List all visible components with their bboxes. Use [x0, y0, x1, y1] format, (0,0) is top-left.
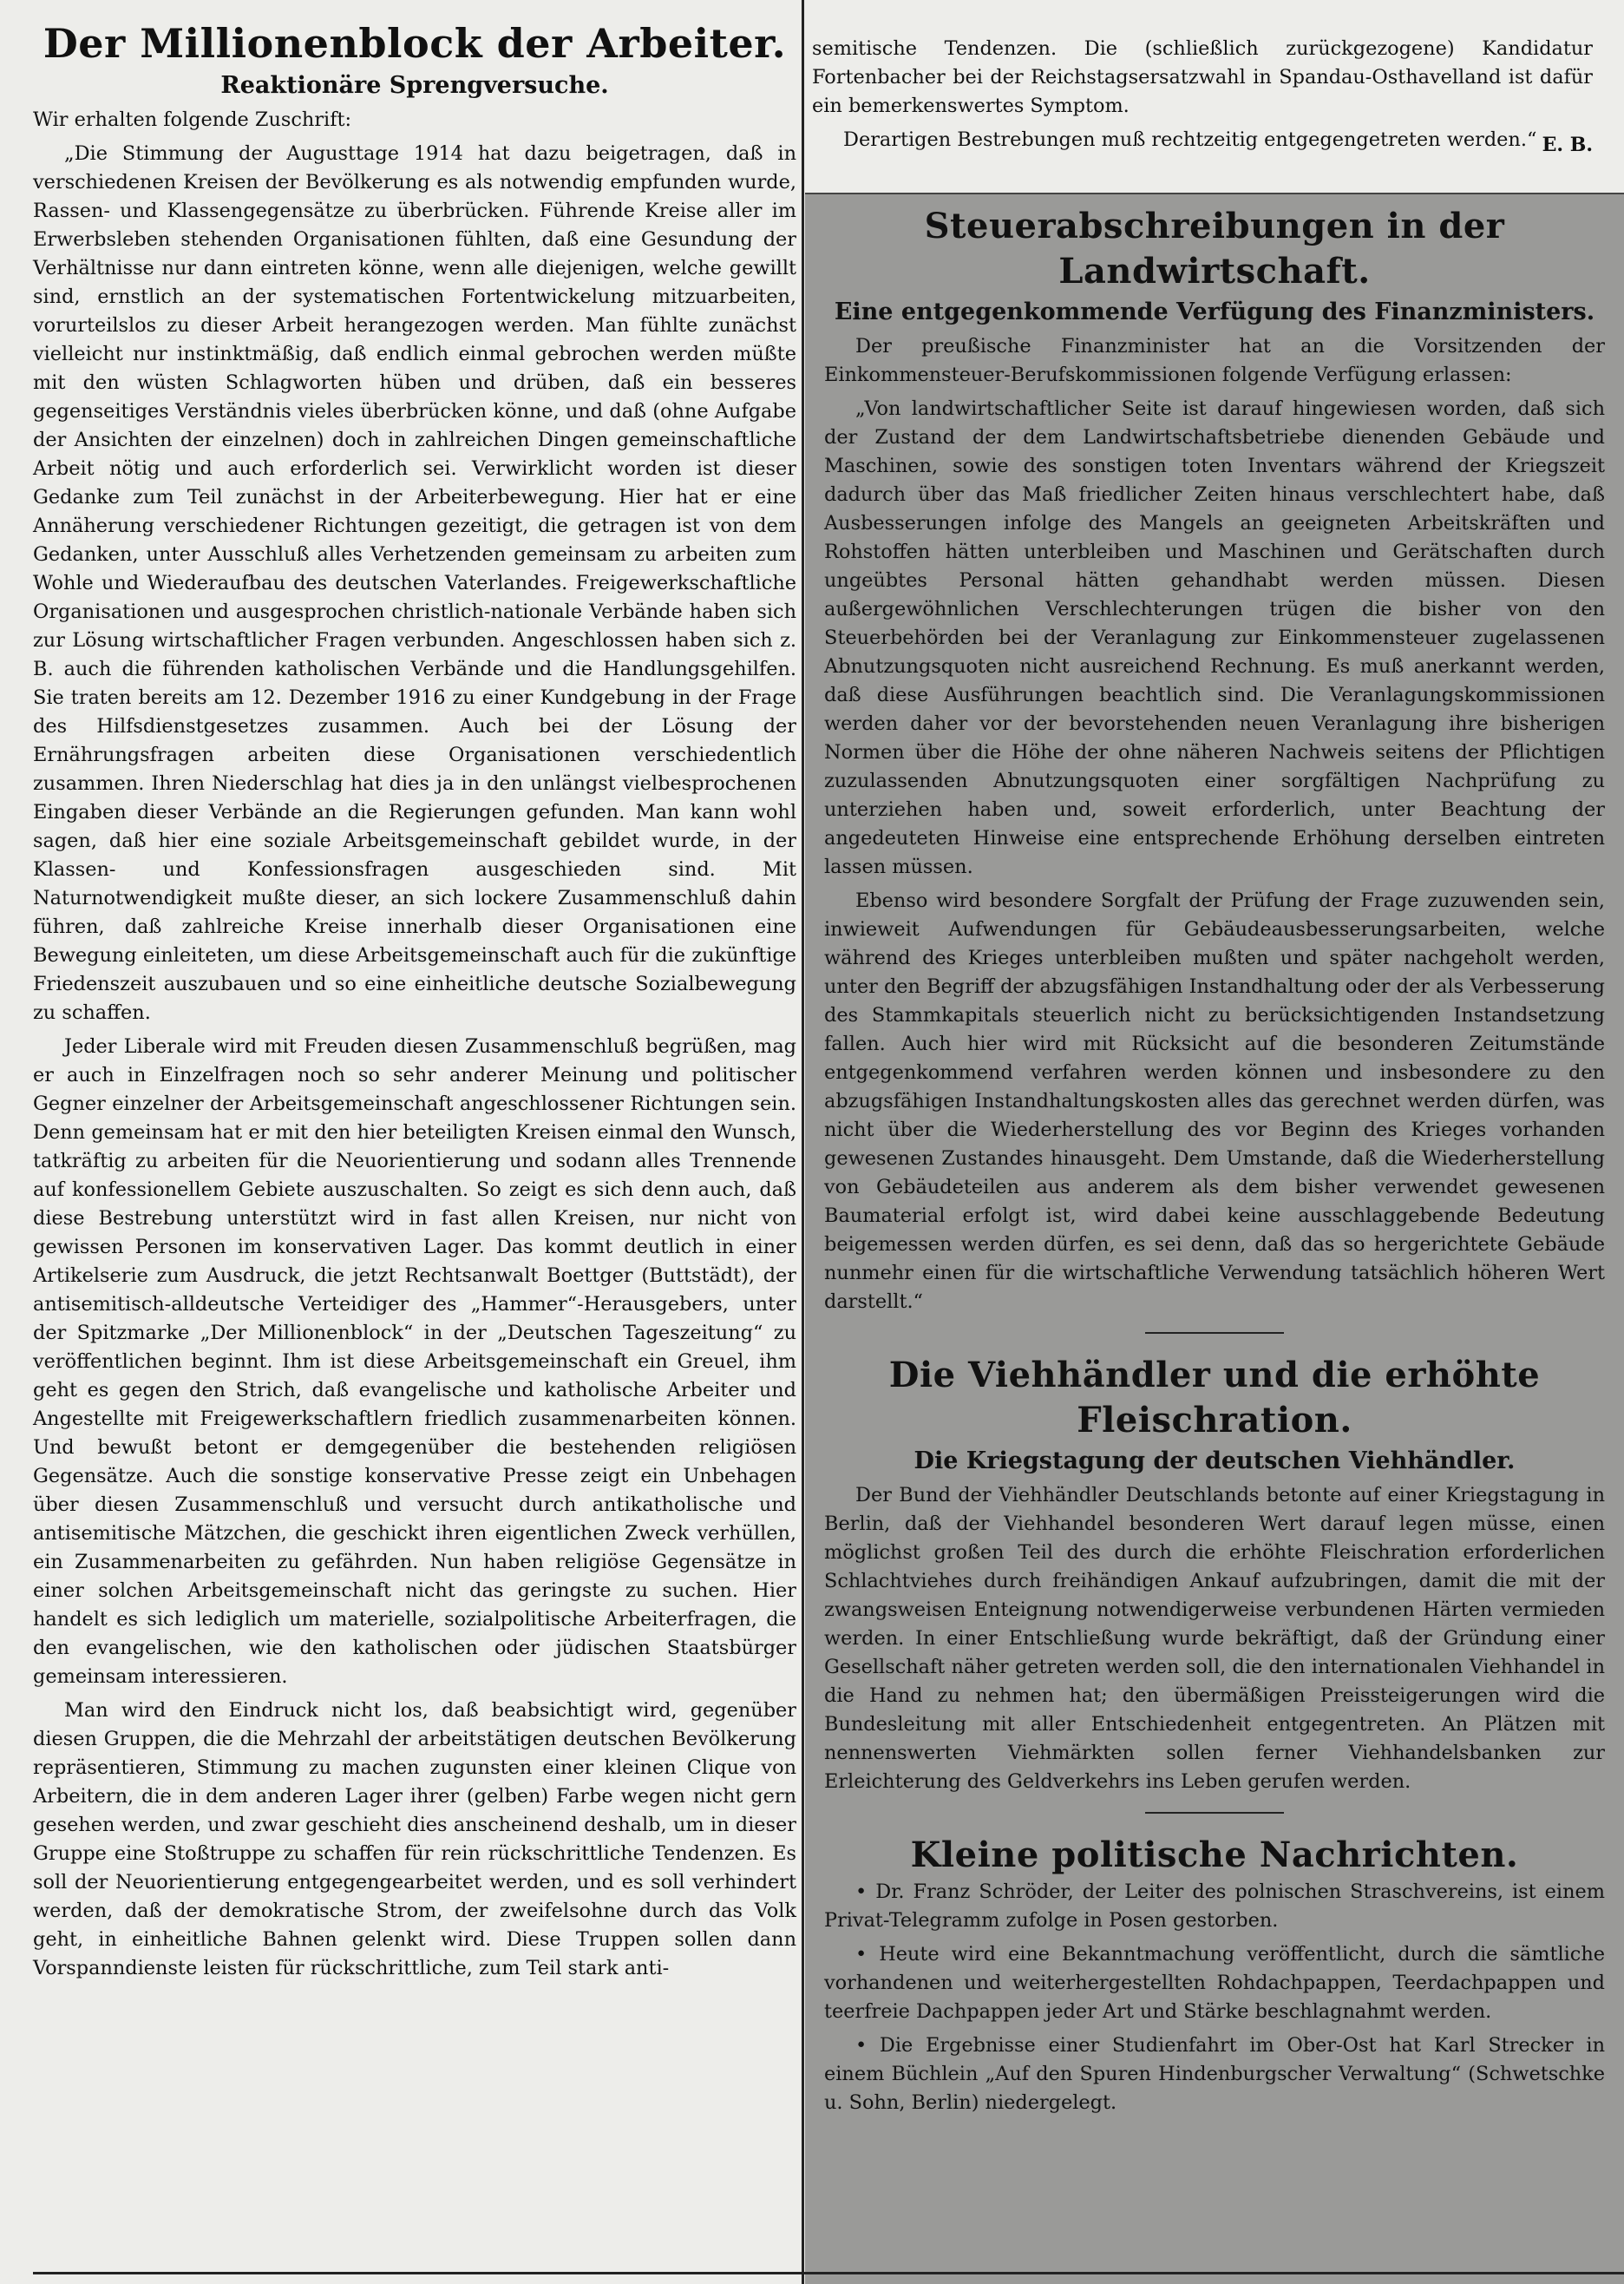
- continuation-block: [812, 35, 1593, 160]
- article-intro: Wir erhalten folgende Zuschrift:: [33, 108, 352, 131]
- left-column: [33, 19, 796, 1988]
- continuation-paragraph: Derartigen Bestrebungen muß rechtzeitig entgegengetreten werden.“: [843, 128, 1537, 151]
- bottom-rule: [33, 2272, 1624, 2274]
- panel-top-rule: [805, 193, 1624, 194]
- column-divider: [802, 0, 804, 2284]
- news-item: • Die Ergebnisse einer Studienfahrt im Ober-Ost hat Karl Strecker in einem Büchlein „Auf den Spuren Hindenburgscher Verwaltung“ (Schwetschke u. Sohn, Berlin) niedergelegt.: [824, 2034, 1605, 2114]
- article-paragraph: Jeder Liberale wird mit Freuden diesen Zusammenschluß begrüßen, mag er auch in Einzelfragen noch so sehr anderer Meinung und politischer Gegner einzelner der Arbeitsgemeinschaft angeschlossener Richtungen sein. Denn gemeinsam hat er mit den hier beteiligten Kreisen einmal den Wunsch, tatkräftig zu arbeiten für die Neuorientierung und sodann alles Trennende auf konfessionellem Gebiete auszuschalten. So zeigt es sich denn auch, daß diese Bestrebung unterstützt wird in fast allen Kreisen, nur nicht von gewissen Personen im konservativen Lager. Das kommt deutlich in einer Artikelserie zum Ausdruck, die jetzt Rechtsanwalt Boettger (Buttstädt), der antisemitisch-alldeutsche Verteidiger des „Hammer“-Herausgebers, unter der Spitzmarke „Der Millionenblock“ in der „Deutschen Tageszeitung“ zu veröffentlichen beginnt. Ihm ist diese Arbeitsgemeinschaft ein Greuel, ihm geht es gegen den Strich, daß evangelische und katholische Arbeiter und Angestellte mit Freigewerkschaftlern friedlich zusammenarbeiten können. Und bewußt betont er demgegenüber die bestehenden religiösen Gegensätze. Auch die sonstige konservative Presse zeigt ein Unbehagen über diesen Zusammenschluß und versucht durch antikatholische und antisemitische Mätzchen, die geschickt ihren eigentlichen Zweck verhüllen, ein Zusammenarbeiten zu gefährden. Nun haben religiöse Gegensätze in einer solchen Arbeitsgemeinschaft nicht das geringste zu suchen. Hier handelt es sich lediglich um materielle, sozialpolitische Arbeiterfragen, die den evangelischen, wie den katholischen oder jüdischen Staatsbürger gemeinsam interessieren.: [33, 1035, 796, 1688]
- section-separator: [1145, 1812, 1284, 1814]
- news-item: • Heute wird eine Bekanntmachung veröffentlicht, durch die sämtliche vorhandenen und weiterhergestellten Rohdachpappen, Teerdachpappen und teerfreie Dachpappen jeder Art und Stärke beschlagnahmt werden.: [824, 1943, 1605, 2023]
- article-subhead: Reaktionäre Sprengversuche.: [220, 72, 609, 99]
- article-paragraph: Man wird den Eindruck nicht los, daß beabsichtigt wird, gegenüber diesen Gruppen, die die Mehrzahl der arbeitstätigen deutschen Bevölkerung repräsentieren, Stimmung zu machen zugunsten einer kleinen Clique von Arbeitern, die in dem anderen Lager ihrer (gelben) Farbe wegen nicht gern gesehen werden, und zwar geschieht dies anscheinend deshalb, um in dieser Gruppe eine Stoßtruppe zu schaffen für rein rückschrittliche Tendenzen. Es soll der Neuorientierung entgegengearbeitet werden, und es soll verhindert werden, daß der demokratische Strom, der zweifelsohne durch das Volk geht, in einheitliche Bahnen gelenkt wird. Diese Truppen sollen dann Vorspanndienste leisten für rückschrittliche, zum Teil stark anti-: [33, 1699, 796, 1979]
- steuer-paragraph: Der preußische Finanzminister hat an die Vorsitzenden der Einkommensteuer-Berufskommissionen folgende Verfügung erlassen:: [824, 335, 1605, 386]
- signature: E. B.: [1542, 134, 1593, 156]
- news-item: • Dr. Franz Schröder, der Leiter des polnischen Straschvereins, ist einem Privat-Telegramm zufolge in Posen gestorben.: [824, 1880, 1605, 1932]
- vieh-headline: Die Viehhändler und die erhöhte Fleischration.: [888, 1355, 1541, 1441]
- kleine-headline: Kleine politische Nachrichten.: [910, 1834, 1519, 1875]
- vieh-subhead: Die Kriegstagung der deutschen Viehhändler.: [914, 1447, 1516, 1474]
- steuer-headline: Steuerabschreibungen in der Landwirtschaft.: [924, 206, 1505, 292]
- steuer-paragraph: „Von landwirtschaftlicher Seite ist darauf hingewiesen worden, daß sich der Zustand der dem Landwirtschaftsbetriebe dienenden Gebäude und Maschinen, sowie des sonstigen toten Inventars während der Kriegszeit dadurch über das Maß friedlicher Zeiten hinaus verschlechtert habe, daß Ausbesserungen infolge des Mangels an geeigneten Arbeitskräften und Rohstoffen hätten unterbleiben und Maschinen und Gerätschaften durch ungeübtes Personal hätten gehandhabt werden müssen. Diesen außergewöhnlichen Verschlechterungen trügen die bisher von den Steuerbehörden bei der Veranlagung zur Einkommensteuer zugelassenen Abnutzungsquoten nicht ausreichend Rechnung. Es muß anerkannt werden, daß diese Ausführungen beachtlich sind. Die Veranlagungskommissionen werden daher vor der bevorstehenden neuen Veranlagung ihre bisherigen Normen über die Höhe der ohne näheren Nachweis seitens der Pflichtigen zuzulassenden Abnutzungsquoten einer sorgfältigen Nachprüfung zu unterziehen haben und, soweit erforderlich, unter Beachtung der angedeuteten Hinweise eine entsprechende Erhöhung derselben eintreten lassen müssen.: [824, 397, 1605, 878]
- section-separator: [1145, 1332, 1284, 1334]
- steuer-subhead: Eine entgegenkommende Verfügung des Finanzministers.: [834, 299, 1595, 325]
- article-headline: Der Millionenblock der Arbeiter.: [43, 20, 787, 67]
- steuer-paragraph: Ebenso wird besondere Sorgfalt der Prüfung der Frage zuzuwenden sein, inwieweit Aufwendungen für Gebäudeausbesserungsarbeiten, welche während des Krieges unterbleiben mußten und später nachgeholt werden, unter den Begriff der abzugsfähigen Instandhaltung oder der als Verbesserung des Stammkapitals steuerlich nicht zu berücksichtigenden Instandsetzung fallen. Auch hier wird mit Rücksicht auf die besonderen Zeitumstände entgegenkommend verfahren werden können und insbesondere zu den abzugsfähigen Instandhaltungskosten alles das gerechnet werden dürfen, was nicht über die Wiederherstellung des vor Beginn des Krieges vorhanden gewesenen Zustandes hinausgeht. Dem Umstande, daß die Wiederherstellung von Gebäudeteilen aus anderem als dem bisher verwendet gewesenen Baumaterial erfolgt ist, wird dabei keine ausschlaggebende Bedeutung beigemessen werden dürfen, es sei denn, daß das so hergerichtete Gebäude nunmehr einen für die wirtschaftliche Verwendung tatsächlich höheren Wert darstellt.“: [824, 889, 1605, 1313]
- right-column: [824, 204, 1605, 2123]
- vieh-paragraph: Der Bund der Viehhändler Deutschlands betonte auf einer Kriegstagung in Berlin, daß der Viehhandel besonderen Wert darauf legen müsse, einen möglichst großen Teil des durch die erhöhte Fleischration erforderlichen Schlachtviehes durch freihändigen Ankauf aufzubringen, damit die mit der zwangsweisen Enteignung notwendigerweise verbundenen Härten vermieden werden. In einer Entschließung wurde bekräftigt, daß der Gründung einer Gesellschaft näher getreten werden soll, die den internationalen Viehhandel in die Hand zu nehmen hat; den übermäßigen Preissteigerungen wird die Bundesleitung mit aller Entschiedenheit entgegentreten. An Plätzen mit nennenswerten Viehmärkten sollen ferner Viehhandelsbanken zur Erleichterung des Geldverkehrs ins Leben gerufen werden.: [824, 1484, 1605, 1793]
- article-paragraph: „Die Stimmung der Augusttage 1914 hat dazu beigetragen, daß in verschiedenen Kreisen der Bevölkerung es als notwendig empfunden wurde, Rassen- und Klassengegensätze zu überbrücken. Führende Kreise aller im Erwerbsleben stehenden Organisationen fühlten, daß eine Gesundung der Verhältnisse nur dann eintreten könne, wenn alle diejenigen, welche gewillt sind, ernstlich an der systematischen Fortentwickelung mitzuarbeiten, vorurteilslos zu dieser Arbeit herangezogen werden. Man fühlte zunächst vielleicht nur instinktmäßig, daß endlich einmal gebrochen werden müßte mit den wüsten Schlagworten hüben und drüben, daß ein besseres gegenseitiges Verständnis vieles überbrücken könne, und daß (ohne Aufgabe der Ansichten der einzelnen) doch in zahlreichen Dingen gemeinschaftliche Arbeit nötig und auch erforderlich sei. Verwirklicht worden ist dieser Gedanke zum Teil zunächst in der Arbeiterbewegung. Hier hat er eine Annäherung verschiedener Richtungen gezeitigt, die getragen ist von dem Gedanken, unter Ausschluß alles Verhetzenden gemeinsam zu arbeiten zum Wohle und Wiederaufbau des deutschen Vaterlandes. Freigewerkschaftliche Organisationen und ausgesprochen christlich-nationale Verbände haben sich zur Lösung wirtschaftlicher Fragen verbunden. Angeschlossen haben sich z. B. auch die führenden katholischen Verbände und die Handlungsgehilfen. Sie traten bereits am 12. Dezember 1916 zu einer Kundgebung in der Frage des Hilfsdienstgesetzes zusammen. Auch bei der Lösung der Ernährungsfragen arbeiten diese Organisationen verschiedentlich zusammen. Ihren Niederschlag hat dies ja in den unlängst vielbesprochenen Eingaben dieser Verbände an die Regierungen gefunden. Man kann wohl sagen, daß hier eine soziale Arbeitsgemeinschaft gebildet wurde, in der Klassen- und Konfessionsfragen ausgeschieden sind. Mit Naturnotwendigkeit mußte dieser, an sich lockere Zusammenschluß dahin führen, daß zahlreiche Kreise innerhalb dieser Organisationen eine Bewegung einleiteten, um diese Arbeitsgemeinschaft auch für die zukünftige Friedenszeit auszubauen und so eine einheitliche deutsche Sozialbewegung zu schaffen.: [33, 142, 796, 1024]
- continuation-paragraph: semitische Tendenzen. Die (schließlich zurückgezogene) Kandidatur Fortenbacher bei der Reichstagsersatzwahl in Spandau-Osthavelland ist dafür ein bemerkenswertes Symptom.: [812, 37, 1593, 117]
